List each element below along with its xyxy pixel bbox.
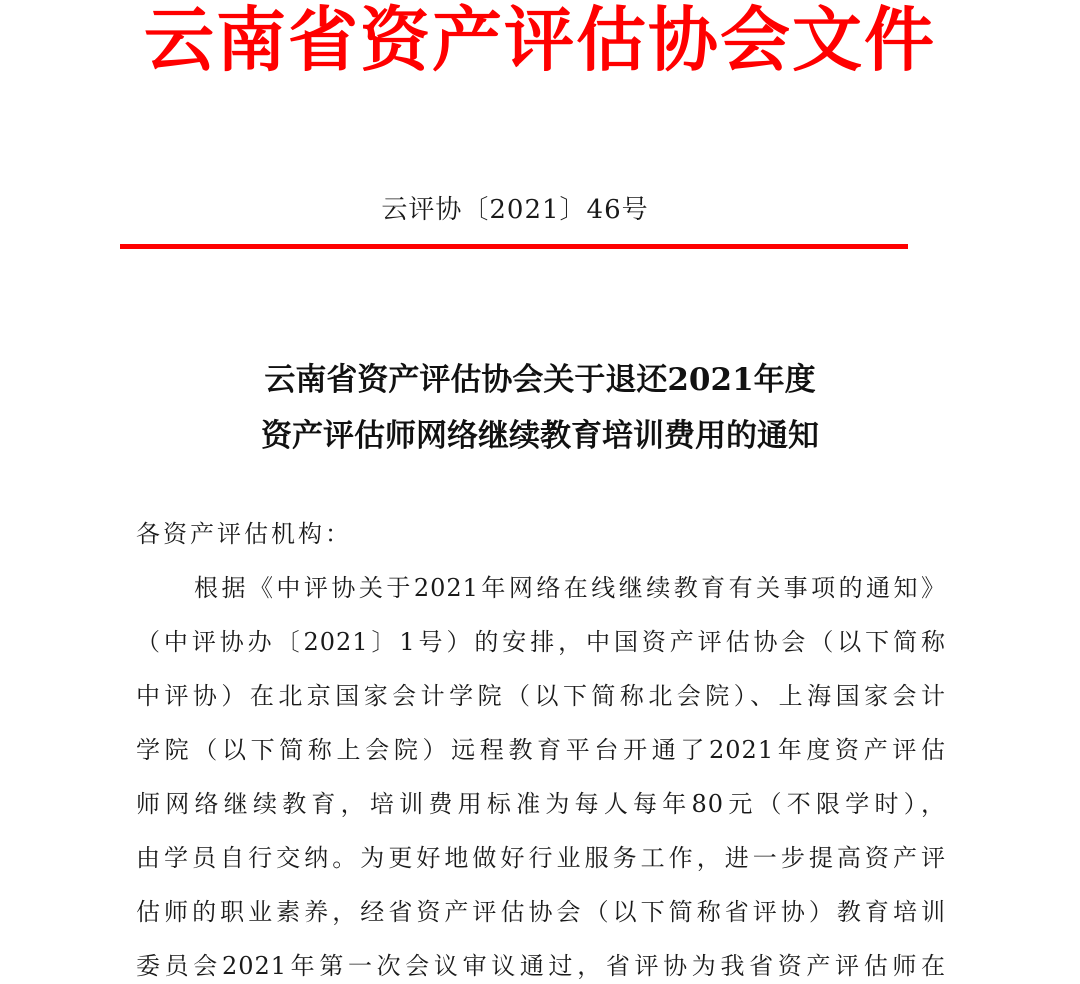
title-line-2: 资产评估师网络继续教育培训费用的通知 bbox=[261, 418, 819, 454]
title-line-1: 云南省资产评估协会关于退还2021年度 bbox=[264, 362, 816, 398]
body-line: 学院（以下简称上会院）远程教育平台开通了2021年度资产评估 bbox=[136, 736, 946, 764]
body-line: （中评协办〔2021〕1号）的安排，中国资产评估协会（以下简称 bbox=[136, 628, 946, 656]
body-line: 根据《中评协关于2021年网络在线继续教育有关事项的通知》 bbox=[194, 574, 946, 602]
salutation: 各资产评估机构： bbox=[136, 520, 352, 548]
body-line: 估师的职业素养，经省资产评估协会（以下简称省评协）教育培训 bbox=[136, 898, 946, 926]
body-line: 委员会2021年第一次会议审议通过，省评协为我省资产评估师在 bbox=[136, 952, 946, 980]
body-line: 师网络继续教育，培训费用标准为每人每年80元（不限学时）， bbox=[136, 790, 946, 818]
document-masthead: 云南省资产评估协会文件 bbox=[144, 0, 936, 81]
body-line: 中评协）在北京国家会计学院（以下简称北会院）、上海国家会计 bbox=[136, 682, 946, 710]
red-divider-line bbox=[120, 244, 908, 249]
body-line: 由学员自行交纳。为更好地做好行业服务工作，进一步提高资产评 bbox=[136, 844, 946, 872]
document-title bbox=[0, 352, 1080, 464]
document-number: 云评协〔2021〕46号 bbox=[381, 195, 649, 225]
